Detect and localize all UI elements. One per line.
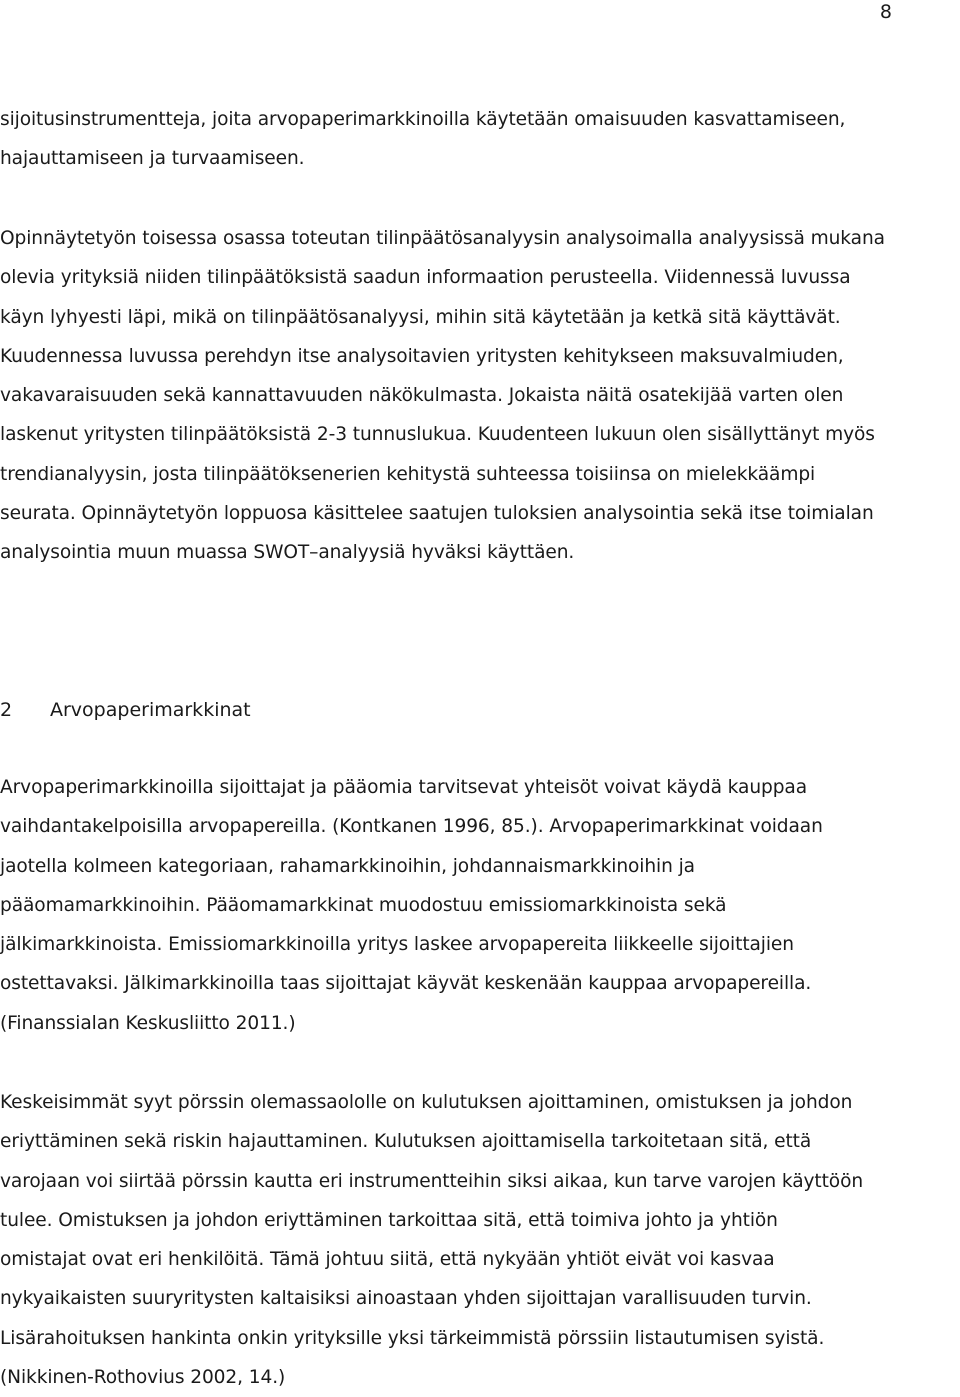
- text-line: (Finanssialan Keskusliitto 2011.): [0, 1012, 296, 1034]
- text-line: varojaan voi siirtää pörssin kautta eri instrumentteihin siksi aikaa, kun tarve varojen käyttöön: [0, 1170, 864, 1192]
- text-line: Arvopaperimarkkinoilla sijoittajat ja pääomia tarvitsevat yhteisöt voivat käydä kauppaa: [0, 777, 807, 798]
- text-line: Opinnäytetyön toisessa osassa toteutan tilinpäätösanalyysin analysoimalla analyysissä mukana: [0, 228, 885, 249]
- text-line: Keskeisimmät syyt pörssin olemassaololle on kulutuksen ajoittaminen, omistuksen ja johdon: [0, 1092, 853, 1113]
- text-line: ostettavaksi. Jälkimarkkinoilla taas sijoittajat käyvät keskenään kauppaa arvopapereilla.: [0, 973, 812, 995]
- section-number: 2: [0, 699, 13, 721]
- text-line: (Nikkinen-Rothovius 2002, 14.): [0, 1367, 286, 1389]
- text-line: trendianalyysin, josta tilinpäätöksenerien kehitystä suhteessa toisiinsa on mielekkäämpi: [0, 463, 816, 485]
- text-line: jälkimarkkinoista. Emissiomarkkinoilla yritys laskee arvopapereita liikkeelle sijoittajien: [0, 934, 794, 956]
- text-line: hajauttamiseen ja turvaamiseen.: [0, 148, 305, 170]
- paragraph-thesis-structure: [0, 219, 960, 573]
- text-line: jaotella kolmeen kategoriaan, rahamarkkinoihin, johdannaismarkkinoihin ja: [0, 855, 695, 877]
- text-line: pääomamarkkinoihin. Pääomamarkkinat muodostuu emissiomarkkinoista sekä: [0, 894, 727, 916]
- text-line: eriyttäminen sekä riskin hajauttaminen. Kulutuksen ajoittamisella tarkoitetaan sitä, että: [0, 1131, 812, 1153]
- text-line: omistajat ovat eri henkilöitä. Tämä johtuu siitä, että nykyään yhtiöt eivät voi kasvaa: [0, 1249, 775, 1271]
- text-line: sijoitusinstrumentteja, joita arvopaperimarkkinoilla käytetään omaisuuden kasvattamiseen,: [0, 109, 846, 130]
- text-line: olevia yrityksiä niiden tilinpäätöksistä saadun informaation perusteella. Viidennessä luvussa: [0, 267, 851, 289]
- text-line: vakavaraisuuden sekä kannattavuuden näkökulmasta. Jokaista näitä osatekijää varten olen: [0, 385, 844, 407]
- section-title: Arvopaperimarkkinat: [50, 699, 251, 721]
- page-number: 8: [879, 1, 892, 23]
- section-heading: [0, 690, 251, 730]
- paragraph-stock-exchange: [0, 1083, 960, 1397]
- paragraph-markets: [0, 768, 960, 1043]
- text-line: tulee. Omistuksen ja johdon eriyttäminen tarkoittaa sitä, että toimiva johto ja yhtiön: [0, 1209, 778, 1231]
- text-line: analysointia muun muassa SWOT–analyysiä hyväksi käyttäen.: [0, 542, 575, 564]
- text-line: vaihdantakelpoisilla arvopapereilla. (Kontkanen 1996, 85.). Arvopaperimarkkinat voidaan: [0, 816, 823, 838]
- text-line: laskenut yritysten tilinpäätöksistä 2-3 tunnuslukua. Kuudenteen lukuun olen sisällyttänyt myös: [0, 424, 875, 446]
- text-line: Lisärahoituksen hankinta onkin yrityksille yksi tärkeimmistä pörssiin listautumisen syistä.: [0, 1327, 825, 1349]
- text-line: Kuudennessa luvussa perehdyn itse analysoitavien yritysten kehitykseen maksuvalmiuden,: [0, 345, 844, 367]
- text-line: seurata. Opinnäytetyön loppuosa käsittelee saatujen tuloksien analysointia sekä itse toimialan: [0, 503, 874, 525]
- text-line: nykyaikaisten suuryritysten kaltaisiksi ainoastaan yhden sijoittajan varallisuuden turvin.: [0, 1288, 812, 1310]
- text-line: käyn lyhyesti läpi, mikä on tilinpäätösanalyysi, mihin sitä käytetään ja ketkä sitä käyttävät.: [0, 306, 841, 328]
- paragraph-intro: [0, 100, 960, 179]
